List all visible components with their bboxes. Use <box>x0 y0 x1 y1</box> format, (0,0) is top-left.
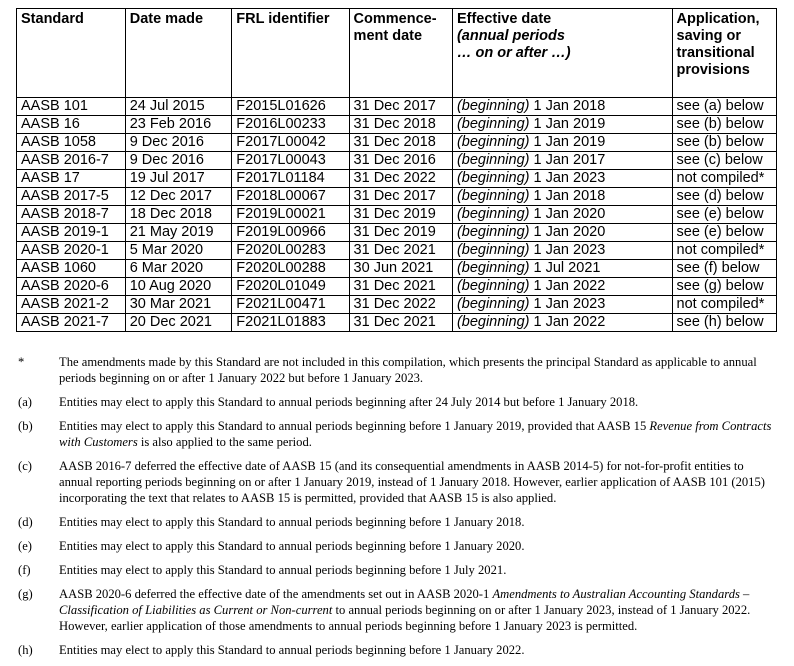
cell-commencement-date: 31 Dec 2017 <box>349 98 452 116</box>
cell-application: see (b) below <box>672 134 776 152</box>
cell-date-made: 24 Jul 2015 <box>125 98 232 116</box>
footnote-text <box>59 562 774 578</box>
cell-effective-date <box>452 260 672 278</box>
cell-application: see (e) below <box>672 206 776 224</box>
effective-date-value: 1 Jan 2022 <box>529 278 606 294</box>
table-row <box>17 134 777 152</box>
cell-frl-identifier: F2021L01883 <box>232 314 349 332</box>
table-row <box>17 260 777 278</box>
cell-effective-date <box>452 206 672 224</box>
footnote-marker: (c) <box>18 459 32 473</box>
cell-effective-date <box>452 242 672 260</box>
cell-effective-date <box>452 278 672 296</box>
footnote-text-part: to annual periods beginning on or after 1 January 2023, instead of 1 January 2022. However, earlier application of those amendments to annual periods beginning before 1 January 2023 is permitted. <box>59 603 751 633</box>
table-header-row <box>17 9 777 98</box>
effective-date-value: 1 Jan 2018 <box>529 188 606 204</box>
beginning-label: (beginning) <box>456 98 530 114</box>
table-row <box>17 98 777 116</box>
cell-frl-identifier: F2015L01626 <box>232 98 349 116</box>
cell-commencement-date: 31 Dec 2018 <box>349 116 452 134</box>
footnote-text <box>59 354 774 386</box>
effective-date-value: 1 Jan 2023 <box>529 170 606 186</box>
cell-date-made: 9 Dec 2016 <box>125 152 232 170</box>
cell-application: not compiled* <box>672 170 776 188</box>
footnote-text <box>59 642 774 658</box>
footnote <box>18 586 774 634</box>
header-date-made: Date made <box>125 9 232 98</box>
cell-effective-date <box>452 134 672 152</box>
beginning-label: (beginning) <box>456 116 530 132</box>
footnote-text <box>59 394 774 410</box>
table-row <box>17 116 777 134</box>
footnote-marker: (b) <box>18 419 33 433</box>
header-effective-line: … on or after …) <box>456 45 571 61</box>
cell-standard: AASB 101 <box>17 98 126 116</box>
cell-frl-identifier: F2018L00067 <box>232 188 349 206</box>
footnote-text <box>59 514 774 530</box>
cell-standard: AASB 1060 <box>17 260 126 278</box>
cell-standard: AASB 2019-1 <box>17 224 126 242</box>
footnote-marker: (h) <box>18 643 33 657</box>
footnote-title-italic: Revenue from Contracts with Customers <box>59 419 772 449</box>
cell-date-made: 12 Dec 2017 <box>125 188 232 206</box>
footnote-marker: (d) <box>18 515 33 529</box>
footnote-text <box>59 586 774 634</box>
footnotes <box>18 354 774 666</box>
footnote <box>18 642 774 658</box>
footnote-text-part: The amendments made by this Standard are not included in this compilation, which presents the principal Standard as applicable to annual periods beginning on or after 1 January 2022 but before 1 January 2023. <box>59 355 757 385</box>
header-standard: Standard <box>17 9 126 98</box>
cell-application: see (a) below <box>672 98 776 116</box>
table-row <box>17 242 777 260</box>
footnote-text <box>59 538 774 554</box>
cell-effective-date <box>452 188 672 206</box>
footnote-marker: * <box>18 355 25 369</box>
table-row <box>17 296 777 314</box>
cell-frl-identifier: F2019L00021 <box>232 206 349 224</box>
header-effective-line: Effective date <box>456 11 552 27</box>
cell-date-made: 9 Dec 2016 <box>125 134 232 152</box>
beginning-label: (beginning) <box>456 296 530 312</box>
effective-date-value: 1 Jan 2018 <box>529 98 606 114</box>
effective-date-value: 1 Jan 2017 <box>529 152 606 168</box>
beginning-label: (beginning) <box>456 260 530 276</box>
cell-application: see (f) below <box>672 260 776 278</box>
table-row <box>17 170 777 188</box>
cell-effective-date <box>452 296 672 314</box>
beginning-label: (beginning) <box>456 314 530 330</box>
cell-standard: AASB 2020-1 <box>17 242 126 260</box>
footnote-text-part: Entities may elect to apply this Standard to annual periods beginning before 1 January 2019, provided that AASB 15 <box>59 419 650 433</box>
footnote-text-part: Entities may elect to apply this Standard to annual periods beginning after 24 July 2014 but before 1 January 2018. <box>59 395 639 409</box>
footnote <box>18 394 774 410</box>
cell-commencement-date: 31 Dec 2021 <box>349 314 452 332</box>
cell-effective-date <box>452 170 672 188</box>
cell-standard: AASB 2021-7 <box>17 314 126 332</box>
effective-date-value: 1 Jul 2021 <box>529 260 601 276</box>
cell-effective-date <box>452 152 672 170</box>
header-application <box>672 9 776 98</box>
effective-date-value: 1 Jan 2022 <box>529 314 606 330</box>
cell-standard: AASB 2020-6 <box>17 278 126 296</box>
cell-effective-date <box>452 224 672 242</box>
cell-date-made: 10 Aug 2020 <box>125 278 232 296</box>
cell-frl-identifier: F2020L00288 <box>232 260 349 278</box>
cell-commencement-date: 31 Dec 2022 <box>349 170 452 188</box>
cell-standard: AASB 16 <box>17 116 126 134</box>
cell-commencement-date: 31 Dec 2019 <box>349 206 452 224</box>
cell-standard: AASB 2016-7 <box>17 152 126 170</box>
header-effective-line: (annual periods <box>456 28 565 44</box>
footnote-text <box>59 418 774 450</box>
footnote-text-part: is also applied to the same period. <box>137 435 312 449</box>
footnote <box>18 458 774 506</box>
footnote-marker: (a) <box>18 395 32 409</box>
cell-application: see (g) below <box>672 278 776 296</box>
footnote <box>18 562 774 578</box>
cell-commencement-date: 31 Dec 2019 <box>349 224 452 242</box>
cell-commencement-date: 31 Dec 2017 <box>349 188 452 206</box>
cell-commencement-date: 31 Dec 2021 <box>349 242 452 260</box>
cell-standard: AASB 2018-7 <box>17 206 126 224</box>
cell-standard: AASB 2021-2 <box>17 296 126 314</box>
cell-effective-date <box>452 98 672 116</box>
cell-application: see (d) below <box>672 188 776 206</box>
cell-date-made: 23 Feb 2016 <box>125 116 232 134</box>
beginning-label: (beginning) <box>456 152 530 168</box>
cell-commencement-date: 31 Dec 2022 <box>349 296 452 314</box>
header-application-line: saving or <box>676 28 741 44</box>
cell-application: not compiled* <box>672 242 776 260</box>
cell-date-made: 21 May 2019 <box>125 224 232 242</box>
header-application-line: provisions <box>676 62 750 78</box>
cell-commencement-date: 31 Dec 2016 <box>349 152 452 170</box>
footnote <box>18 418 774 450</box>
cell-date-made: 18 Dec 2018 <box>125 206 232 224</box>
header-frl-identifier: FRL identifier <box>232 9 349 98</box>
cell-frl-identifier: F2020L00283 <box>232 242 349 260</box>
effective-date-value: 1 Jan 2020 <box>529 206 606 222</box>
footnote-text-part: Entities may elect to apply this Standard to annual periods beginning before 1 July 2021. <box>59 563 507 577</box>
header-application-line: transitional <box>676 45 755 61</box>
footnote-marker: (e) <box>18 539 32 553</box>
table-body <box>17 98 777 332</box>
cell-frl-identifier: F2020L01049 <box>232 278 349 296</box>
footnote-marker: (f) <box>18 563 31 577</box>
cell-commencement-date: 31 Dec 2018 <box>349 134 452 152</box>
cell-date-made: 20 Dec 2021 <box>125 314 232 332</box>
cell-commencement-date: 31 Dec 2021 <box>349 278 452 296</box>
effective-date-value: 1 Jan 2019 <box>529 134 606 150</box>
footnote-text-part: Entities may elect to apply this Standard to annual periods beginning before 1 January 2020. <box>59 539 525 553</box>
footnote-text-part: Entities may elect to apply this Standard to annual periods beginning before 1 January 2022. <box>59 643 525 657</box>
table-row <box>17 188 777 206</box>
footnote-title-italic: Amendments to Australian Accounting Standards – Classification of Liabilities as Current or Non-current <box>59 587 750 617</box>
standards-table <box>16 8 777 332</box>
footnote <box>18 514 774 530</box>
cell-date-made: 19 Jul 2017 <box>125 170 232 188</box>
table-row <box>17 314 777 332</box>
table-row <box>17 278 777 296</box>
beginning-label: (beginning) <box>456 170 530 186</box>
cell-effective-date <box>452 116 672 134</box>
cell-date-made: 6 Mar 2020 <box>125 260 232 278</box>
table-row <box>17 152 777 170</box>
footnote <box>18 538 774 554</box>
effective-date-value: 1 Jan 2023 <box>529 242 606 258</box>
beginning-label: (beginning) <box>456 206 530 222</box>
cell-frl-identifier: F2017L00042 <box>232 134 349 152</box>
cell-frl-identifier: F2017L01184 <box>232 170 349 188</box>
header-commencement-date <box>349 9 452 98</box>
beginning-label: (beginning) <box>456 278 530 294</box>
header-commencement-line: ment date <box>353 28 423 44</box>
effective-date-value: 1 Jan 2020 <box>529 224 606 240</box>
beginning-label: (beginning) <box>456 224 530 240</box>
cell-standard: AASB 2017-5 <box>17 188 126 206</box>
cell-application: see (h) below <box>672 314 776 332</box>
cell-application: not compiled* <box>672 296 776 314</box>
cell-frl-identifier: F2019L00966 <box>232 224 349 242</box>
effective-date-value: 1 Jan 2019 <box>529 116 606 132</box>
header-application-line: Application, <box>676 11 760 27</box>
footnote-marker: (g) <box>18 587 33 601</box>
footnote-text-part: Entities may elect to apply this Standard to annual periods beginning before 1 January 2018. <box>59 515 525 529</box>
cell-commencement-date: 30 Jun 2021 <box>349 260 452 278</box>
beginning-label: (beginning) <box>456 242 530 258</box>
footnote <box>18 354 774 386</box>
cell-application: see (b) below <box>672 116 776 134</box>
cell-standard: AASB 17 <box>17 170 126 188</box>
cell-frl-identifier: F2017L00043 <box>232 152 349 170</box>
cell-frl-identifier: F2021L00471 <box>232 296 349 314</box>
cell-effective-date <box>452 314 672 332</box>
cell-standard: AASB 1058 <box>17 134 126 152</box>
cell-application: see (c) below <box>672 152 776 170</box>
cell-date-made: 30 Mar 2021 <box>125 296 232 314</box>
header-commencement-line: Commence- <box>353 11 437 27</box>
footnote-text-part: AASB 2020-6 deferred the effective date of the amendments set out in AASB 2020-1 <box>59 587 493 601</box>
table-row <box>17 224 777 242</box>
cell-date-made: 5 Mar 2020 <box>125 242 232 260</box>
cell-application: see (e) below <box>672 224 776 242</box>
table-row <box>17 206 777 224</box>
cell-frl-identifier: F2016L00233 <box>232 116 349 134</box>
effective-date-value: 1 Jan 2023 <box>529 296 606 312</box>
header-effective-date <box>452 9 672 98</box>
beginning-label: (beginning) <box>456 134 530 150</box>
footnote-text <box>59 458 774 506</box>
footnote-text-part: AASB 2016-7 deferred the effective date of AASB 15 (and its consequential amendments in AASB 2014-5) for not-for-profit entities to annual reporting periods beginning on or after 1 January 2019, instead of 1 January 2018. However, earlier application of AASB 101 (2015) incorporating the text that relates to AASB 15 is permitted, provided that AASB 15 is also applied. <box>59 459 765 505</box>
beginning-label: (beginning) <box>456 188 530 204</box>
